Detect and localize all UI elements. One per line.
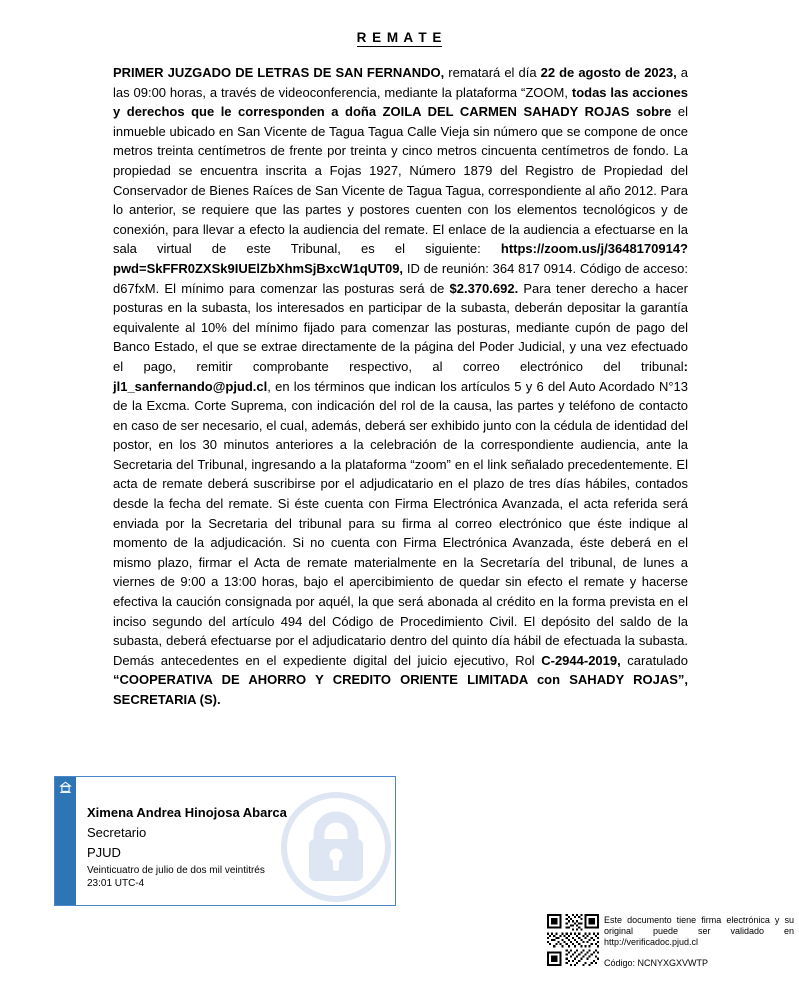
tribunal-email: : jl1_sanfernando@pjud.cl xyxy=(113,358,688,394)
signature-block xyxy=(54,776,396,906)
court-name: PRIMER JUZGADO DE LETRAS DE SAN FERNANDO, xyxy=(113,65,445,80)
courthouse-icon xyxy=(55,780,76,795)
notice-paragraph: PRIMER JUZGADO DE LETRAS DE SAN FERNANDO, rematará el día 22 de agosto de 2023, a las 09:00 horas, a través de videoconferencia, mediante la plataforma “ZOOM, todas las acciones y derechos que le corresponden a doña ZOILA DEL CARMEN SAHADY ROJAS sobre el inmueble ubicado en San Vicente de Tagua Tagua Calle Vieja sin número que se compone de once metros treinta centímetros de frente por treinta y cinco metros cincuenta centímetros de fondo. La propiedad se encuentra inscrita a Fojas 1927, Número 1879 del Registro de Propiedad del Conservador de Bienes Raíces de San Vicente de Tagua Tagua, correspondiente al año 2012. Para lo anterior, se requiere que las partes y postores cuenten con los elementos tecnológicos y de conexión, para llevar a efecto la audiencia del remate. El enlace de la audiencia a efectuarse en la sala virtual de este Tribunal, es el siguiente: https://zoom.us/j/3648170914?pwd=SkFFR0ZXSk9IUElZbXhmSjBxcW1qUT09, ID de reunión: 364 817 0914. Código de acceso: d67fxM. El mínimo para comenzar las posturas será de $2.370.692. Para tener derecho a hacer posturas en la subasta, los interesados en participar de la subasta, deberán depositar la garantía equivalente al 10% del mínimo fijado para comenzar las posturas, mediante cupón de pago del Banco Estado, el que se extrae directamente de la página del Poder Judicial, y una vez efectuado el pago, remitir comprobante respectivo, al correo electrónico del tribunal: jl1_sanfernando@pjud.cl, en los términos que indican los artículos 5 y 6 del Auto Acordado N°13 de la Excma. Corte Suprema, con indicación del rol de la causa, las partes y teléfono de contacto en caso de ser necesario, el cual, además, deberá ser exhibido junto con la cédula de identidad del postor, en los 30 minutos anteriores a la celebración de la correspondiente audiencia, ante la Secretaria del Tribunal, ingresando a la plataforma “zoom” en el link señalado precedentemente. El acta de remate deberá suscribirse por el adjudicatario en el plazo de tres días hábiles, contados desde la fecha del remate. Si éste cuenta con Firma Electrónica Avanzada, el acta referida será enviada por la Secretaria del tribunal para su firma al correo electrónico que éste indique al momento de la adjudicación. Si no cuenta con Firma Electrónica Avanzada, éste deberá en el mismo plazo, firmar el Acta de remate materialmente en la Secretaría del tribunal, de lunes a viernes de 9:00 a 13:00 horas, bajo el apercibimiento de quedar sin efecto el remate y hacerse efectiva la caución consignada por aquél, la que será abonada al crédito en la forma prevista en el inciso segundo del artículo 494 del Código de Procedimiento Civil. El depósito del saldo de la subasta, deberá efectuarse por el adjudicatario dentro del quinto día hábil de efectuada la subasta. Demás antecedentes en el expediente digital del juicio ejecutivo, Rol C-2944-2019, caratulado “COOPERATIVA DE AHORRO Y CREDITO ORIENTE LIMITADA con SAHADY ROJAS”, SECRETARIA (S). xyxy=(113,65,689,707)
auction-date: 22 de agosto de 2023, xyxy=(540,65,677,80)
case-title: “COOPERATIVA DE AHORRO Y CREDITO ORIENTE LIMITADA con SAHADY ROJAS”, SECRETARIA (S). xyxy=(113,672,688,707)
verification-code: Código: NCNYXGXVWTP xyxy=(604,958,709,968)
signature-date: Veinticuatro de julio de dos mil veintitrés xyxy=(87,865,265,876)
signer-name: Ximena Andrea Hinojosa Abarca xyxy=(87,805,287,820)
lock-icon xyxy=(278,789,394,905)
zoom-link: https://zoom.us/j/3648170914?pwd=SkFFR0ZXSk9IUElZbXhmSjBxcW1qUT09, xyxy=(113,241,688,276)
signer-institution: PJUD xyxy=(87,845,121,860)
signature-time: 23:01 UTC-4 xyxy=(87,877,145,889)
signer-role: Secretario xyxy=(87,825,147,840)
signature-sidebar xyxy=(55,777,76,905)
case-number: C-2944-2019, xyxy=(541,652,621,668)
debtor-name: todas las acciones y derechos que le corresponden a doña ZOILA DEL CARMEN SAHADY ROJAS sobre xyxy=(113,84,688,120)
verification-text: Este documento tiene firma electrónica y su original puede ser validado en http://verificadoc.pjud.cl xyxy=(604,915,794,947)
page-title: R E M A T E xyxy=(356,30,443,45)
qr-code xyxy=(547,914,599,966)
minimum-bid: $2.370.692. xyxy=(449,280,519,296)
